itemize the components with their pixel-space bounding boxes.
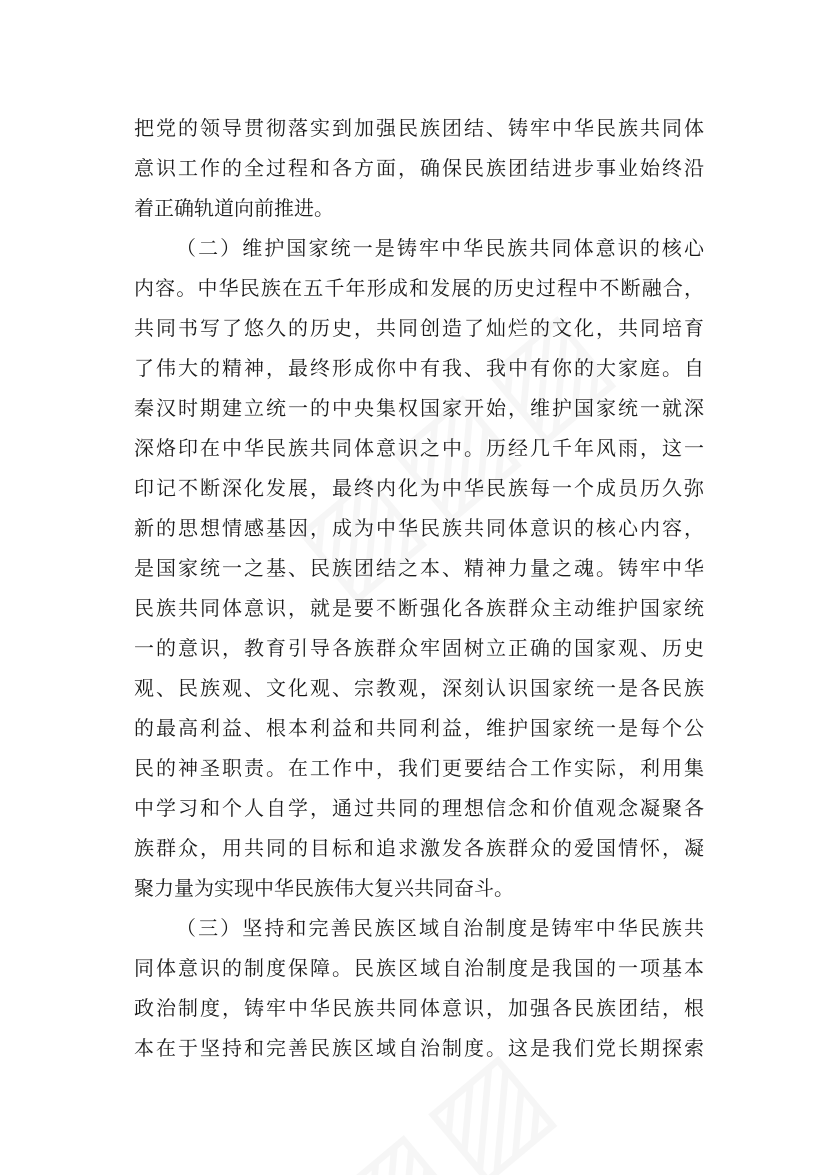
text-line: 观、民族观、文化观、宗教观，深刻认识国家统一是各民族 [134,676,704,700]
text-line: 的最高利益、根本利益和共同利益，维护国家统一是每个公 [134,716,704,740]
text-line: 印记不断深化发展，最终内化为中华民族每一个成员历久弥 [134,476,704,500]
text-line: 内容。中华民族在五千年形成和发展的历史过程中不断融合， [134,276,704,300]
paragraph-heading-line: （三）坚持和完善民族区域自治制度是铸牢中华民族共 [176,916,704,940]
text-line: 族群众，用共同的目标和追求激发各族群众的爱国情怀，凝 [134,836,704,860]
text-line: 本在于坚持和完善民族区域自治制度。这是我们党长期探索 [134,1036,704,1060]
text-line: 着正确轨道向前推进。 [134,196,334,220]
text-line: 新的思想情感基因，成为中华民族共同体意识的核心内容， [134,516,704,540]
text-line: 了伟大的精神，最终形成你中有我、我中有你的大家庭。自 [134,356,704,380]
text-line: 民的神圣职责。在工作中，我们更要结合工作实际，利用集 [134,756,704,780]
text-line: 秦汉时期建立统一的中央集权国家开始，维护国家统一就深 [134,396,704,420]
text-line: 同体意识的制度保障。民族区域自治制度是我国的一项基本 [134,956,704,980]
text-line: 聚力量为实现中华民族伟大复兴共同奋斗。 [134,876,514,900]
text-line: 深烙印在中华民族共同体意识之中。历经几千年风雨，这一 [134,436,704,460]
text-line: 政治制度，铸牢中华民族共同体意识，加强各民族团结，根 [134,996,704,1020]
text-line: 意识工作的全过程和各方面，确保民族团结进步事业始终沿 [134,156,704,180]
paragraph-heading-line: （二）维护国家统一是铸牢中华民族共同体意识的核心 [176,236,704,260]
text-line: 共同书写了悠久的历史，共同创造了灿烂的文化，共同培育 [134,316,704,340]
text-line: 一的意识，教育引导各族群众牢固树立正确的国家观、历史 [134,636,704,660]
text-line: 中学习和个人自学，通过共同的理想信念和价值观念凝聚各 [134,796,704,820]
text-line: 把党的领导贯彻落实到加强民族团结、铸牢中华民族共同体 [134,116,704,140]
text-line: 是国家统一之基、民族团结之本、精神力量之魂。铸牢中华 [134,556,704,580]
text-line: 民族共同体意识，就是要不断强化各族群众主动维护国家统 [134,596,704,620]
